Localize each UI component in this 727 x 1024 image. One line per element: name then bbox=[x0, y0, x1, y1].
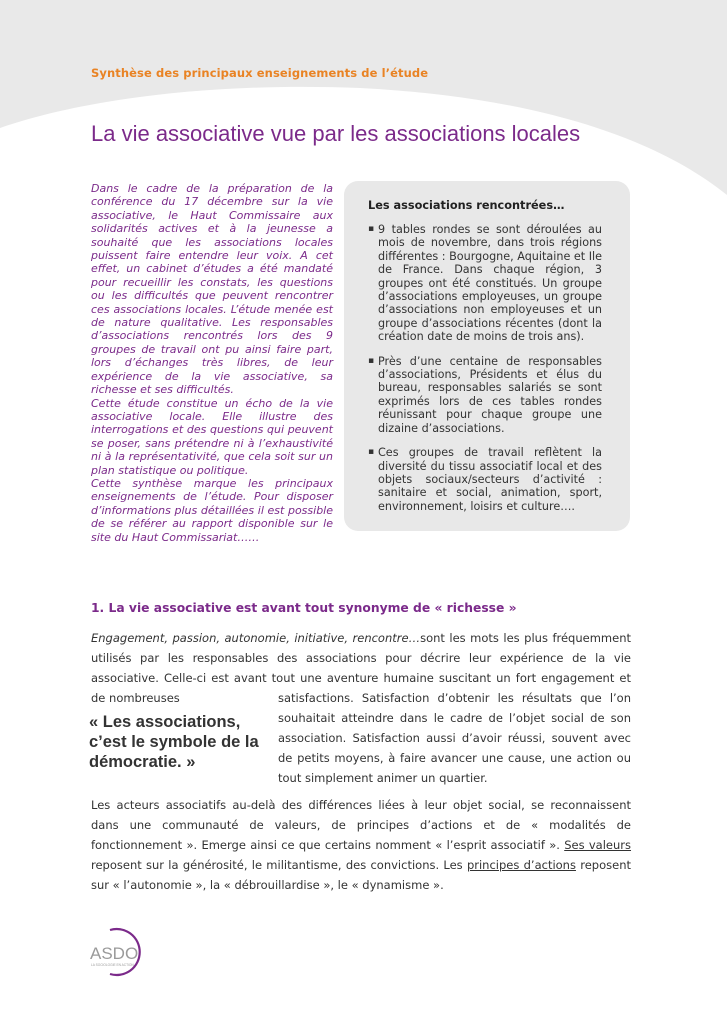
body-paragraph-3-text-c: reposent sur « l’autonomie », la « débrouillardise », le « dynamisme ». bbox=[91, 858, 631, 892]
bullet-icon: ▪ bbox=[368, 447, 375, 458]
intro-paragraph-3: Cette synthèse marque les principaux enseignements de l’étude. Pour disposer d’informations plus détaillées il est possible de se référer au rapport disponible sur le site du Haut Commissariat…… bbox=[91, 476, 333, 544]
keywords-italic: Engagement, passion, autonomie, initiative, rencontre… bbox=[91, 631, 421, 645]
list-item bbox=[368, 355, 602, 435]
principles-underlined: principes d’actions bbox=[466, 858, 576, 872]
section-heading: 1. La vie associative est avant tout synonyme de « richesse » bbox=[91, 601, 517, 615]
asdo-logo bbox=[88, 926, 152, 980]
list-item bbox=[368, 223, 602, 344]
page-title: La vie associative vue par les associations locales bbox=[91, 121, 581, 146]
pull-quote: « Les associations, c’est le symbole de la démocratie. » bbox=[89, 713, 259, 771]
body-paragraph-3-text-b: reposent sur la générosité, le militantisme, des convictions. Les bbox=[91, 858, 467, 872]
body-paragraph-3 bbox=[91, 795, 631, 895]
intro-text bbox=[91, 182, 333, 544]
associations-box bbox=[344, 181, 630, 531]
bullet-icon: ▪ bbox=[368, 355, 375, 366]
logo-tagline: LA SOCIOLOGIE EN ACTION bbox=[91, 963, 134, 967]
list-item-text: Près d’une centaine de responsables d’associations, Présidents et élus du bureau, responsables salariés se sont exprimés lors de ces tables rondes réunissant pour chaque groupe une dizaine d’associations. bbox=[378, 354, 602, 435]
body-paragraph-2: satisfactions. Satisfaction d’obtenir les résultats que l’on souhaitait atteindre dans le cadre de l’objet social de son association. Satisfaction aussi d’avoir réussi, souvent avec de petits moyens, à faire avancer une cause, une action ou tout simplement animer un quartier. bbox=[278, 691, 631, 785]
body-paragraph-3-text-a: Les acteurs associatifs au-delà des différences liées à leur objet social, se reconnaissent dans une communauté de valeurs, de principes d’actions et de « modalités de fonctionnement ». Emerge ainsi ce que certains nomment « l’esprit associatif ». bbox=[91, 798, 631, 852]
list-item-text: Ces groupes de travail reflètent la diversité du tissu associatif local et des objets sociaux/secteurs d’activité : sanitaire et social, animation, sport, environnement, loisirs et culture…. bbox=[378, 446, 602, 513]
bullet-icon: ▪ bbox=[368, 224, 375, 234]
logo-text: ASDO bbox=[90, 944, 139, 963]
box-title: Les associations rencontrées… bbox=[368, 199, 565, 212]
intro-paragraph-2: Cette étude constitue un écho de la vie associative locale. Elle illustre des interrogations et des questions qui peuvent se poser, sans prétendre ni à l’exhaustivité ni à la représentativité, que cela soit sur un plan statistique ou politique. bbox=[91, 396, 333, 477]
list-item bbox=[368, 446, 602, 513]
intro-paragraph-1: Dans le cadre de la préparation de la conférence du 17 décembre sur la vie associative, le Haut Commissaire aux solidarités actives et à la jeunesse a souhaité que les associations locales puissent faire entendre leur voix. A cet effet, un cabinet d’études a été mandaté pour recueillir les constats, les questions ou les difficultés que peuvent rencontrer ces associations locales. L’étude menée est de nature qualitative. Les responsables d’associations rencontrés lors des 9 groupes de travail ont pu ainsi faire part, lors d’échanges très libres, de leur expérience de la vie associative, sa richesse et ses difficultés. bbox=[91, 182, 333, 397]
body-paragraph-1-text: sont les mots les plus fréquemment utilisés par les responsables des associations pour décrire leur expérience de la vie associative. Celle-ci est avant tout une aventure humaine suscitant un fort engagement et de nombreuses bbox=[91, 631, 631, 705]
values-underlined: Ses valeurs bbox=[564, 838, 632, 852]
list-item-text: 9 tables rondes se sont déroulées au mois de novembre, dans trois régions différentes : Bourgogne, Aquitaine et Ile de France. Dans chaque région, 3 groupes ont été constitués. Un groupe d’associations employeuses, un groupe d’associations non employeuses et un groupe d’associations récentes (dont la création date de moins de trois ans). bbox=[378, 223, 603, 344]
box-list bbox=[368, 223, 602, 513]
header-label: Synthèse des principaux enseignements de l’étude bbox=[91, 66, 429, 80]
